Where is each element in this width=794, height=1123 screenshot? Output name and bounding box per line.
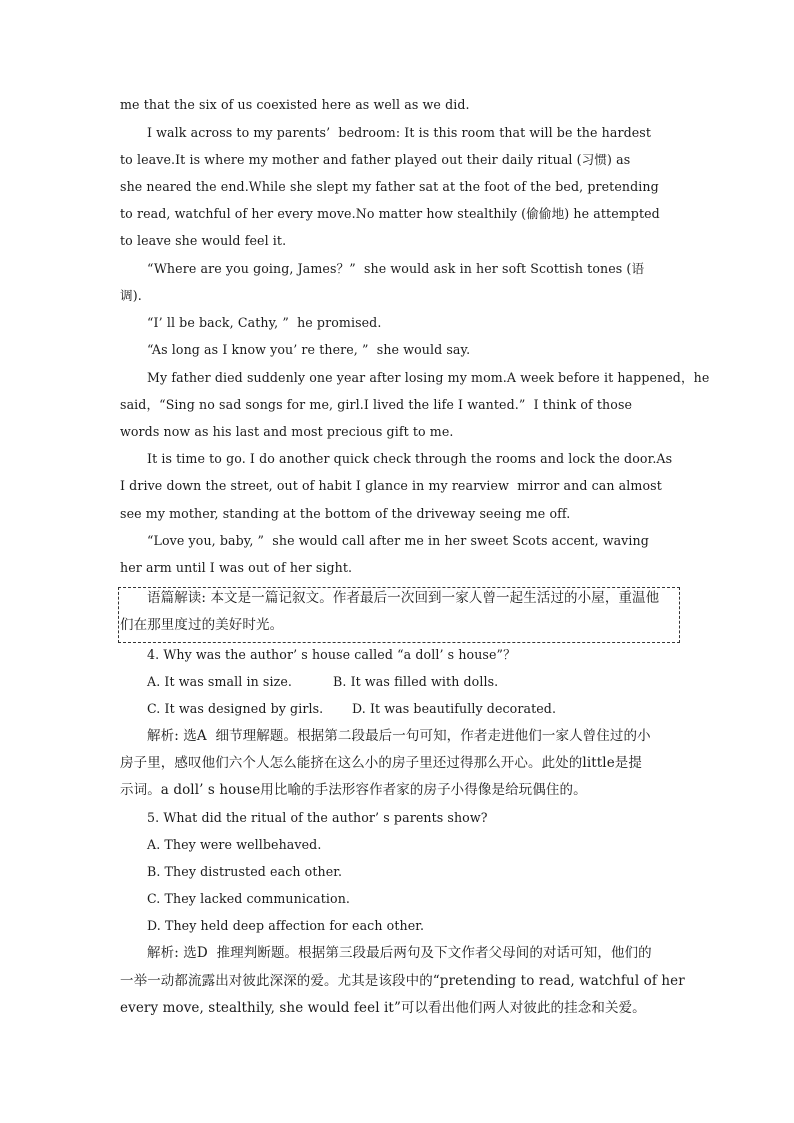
passage-line: I walk across to my parents’ bedroom: It is this room that will be the hardest (147, 125, 652, 140)
question-4-analysis: 解析: 选A 细节理解题。根据第二段最后一句可知，作者走进他们一家人曾住过的小 (147, 728, 651, 744)
summary-line: 语篇解读: 本文是一篇记叙文。作者最后一次回到一家人曾一起生活过的小屋，重温他 (147, 590, 660, 606)
passage-line: “As long as I know you’ re there, ” she would say. (147, 342, 471, 357)
question-5-stem: 5. What did the ritual of the author’ s parents show? (147, 810, 488, 825)
question-4-options-row-2: C. It was designed by girls. D. It was beautifully decorated. (147, 701, 557, 716)
passage-line: to leave she would feel it. (120, 233, 287, 248)
passage-line: It is time to go. I do another quick check through the rooms and lock the door.As (147, 451, 673, 466)
summary-line: 们在那里度过的美好时光。 (120, 617, 284, 633)
passage-line: said，“Sing no sad songs for me, girl.I lived the life I wanted.” I think of those (120, 397, 633, 412)
passage-line: “Where are you going, James？” she would ask in her soft Scottish tones (语 (147, 261, 645, 276)
passage-line: see my mother, standing at the bottom of the driveway seeing me off. (120, 506, 571, 521)
passage-line: “Love you, baby, ” she would call after me in her sweet Scots accent, waving (147, 533, 649, 548)
passage-line: 调). (120, 288, 142, 303)
question-5-option: A. They were wellbehaved. (147, 837, 322, 852)
question-5-option: B. They distrusted each other. (147, 864, 343, 879)
question-4-analysis: 房子里，感叹他们六个人怎么能挤在这么小的房子里还过得那么开心。此处的little是提 (120, 755, 642, 771)
question-5-option: D. They held deep affection for each other. (147, 918, 425, 933)
passage-line: to read, watchful of her every move.No matter how stealthily (偷偷地) he attempted (120, 206, 660, 221)
passage-line: me that the six of us coexisted here as well as we did. (120, 97, 470, 112)
question-4-stem: 4. Why was the author’ s house called “a doll’ s house”？ (147, 647, 516, 662)
question-5-analysis: 解析: 选D 推理判断题。根据第三段最后两句及下文作者父母间的对话可知，他们的 (147, 945, 652, 961)
passage-line: words now as his last and most precious gift to me. (120, 424, 454, 439)
passage-line: My father died suddenly one year after losing my mom.A week before it happened，he (147, 370, 710, 385)
question-5-option: C. They lacked communication. (147, 891, 351, 906)
passage-line: her arm until I was out of her sight. (120, 560, 353, 575)
question-4-options-row-1: A. It was small in size. B. It was filled with dolls. (147, 674, 499, 689)
passage-line: I drive down the street, out of habit I glance in my rearview mirror and can almost (120, 478, 662, 493)
question-5-analysis: 一举一动都流露出对彼此深深的爱。尤其是该段中的“pretending to read, watchful of her (120, 973, 685, 989)
question-5-analysis: every move, stealthily, she would feel it”可以看出他们两人对彼此的挂念和关爱。 (120, 1000, 646, 1016)
passage-line: she neared the end.While she slept my father sat at the foot of the bed, pretending (120, 179, 659, 194)
passage-line: “I’ ll be back, Cathy, ” he promised. (147, 315, 382, 330)
question-4-analysis: 示词。a doll’ s house用比喻的手法形容作者家的房子小得像是给玩偶住的。 (120, 782, 587, 798)
passage-line: to leave.It is where my mother and father played out their daily ritual (习惯) as (120, 152, 631, 167)
